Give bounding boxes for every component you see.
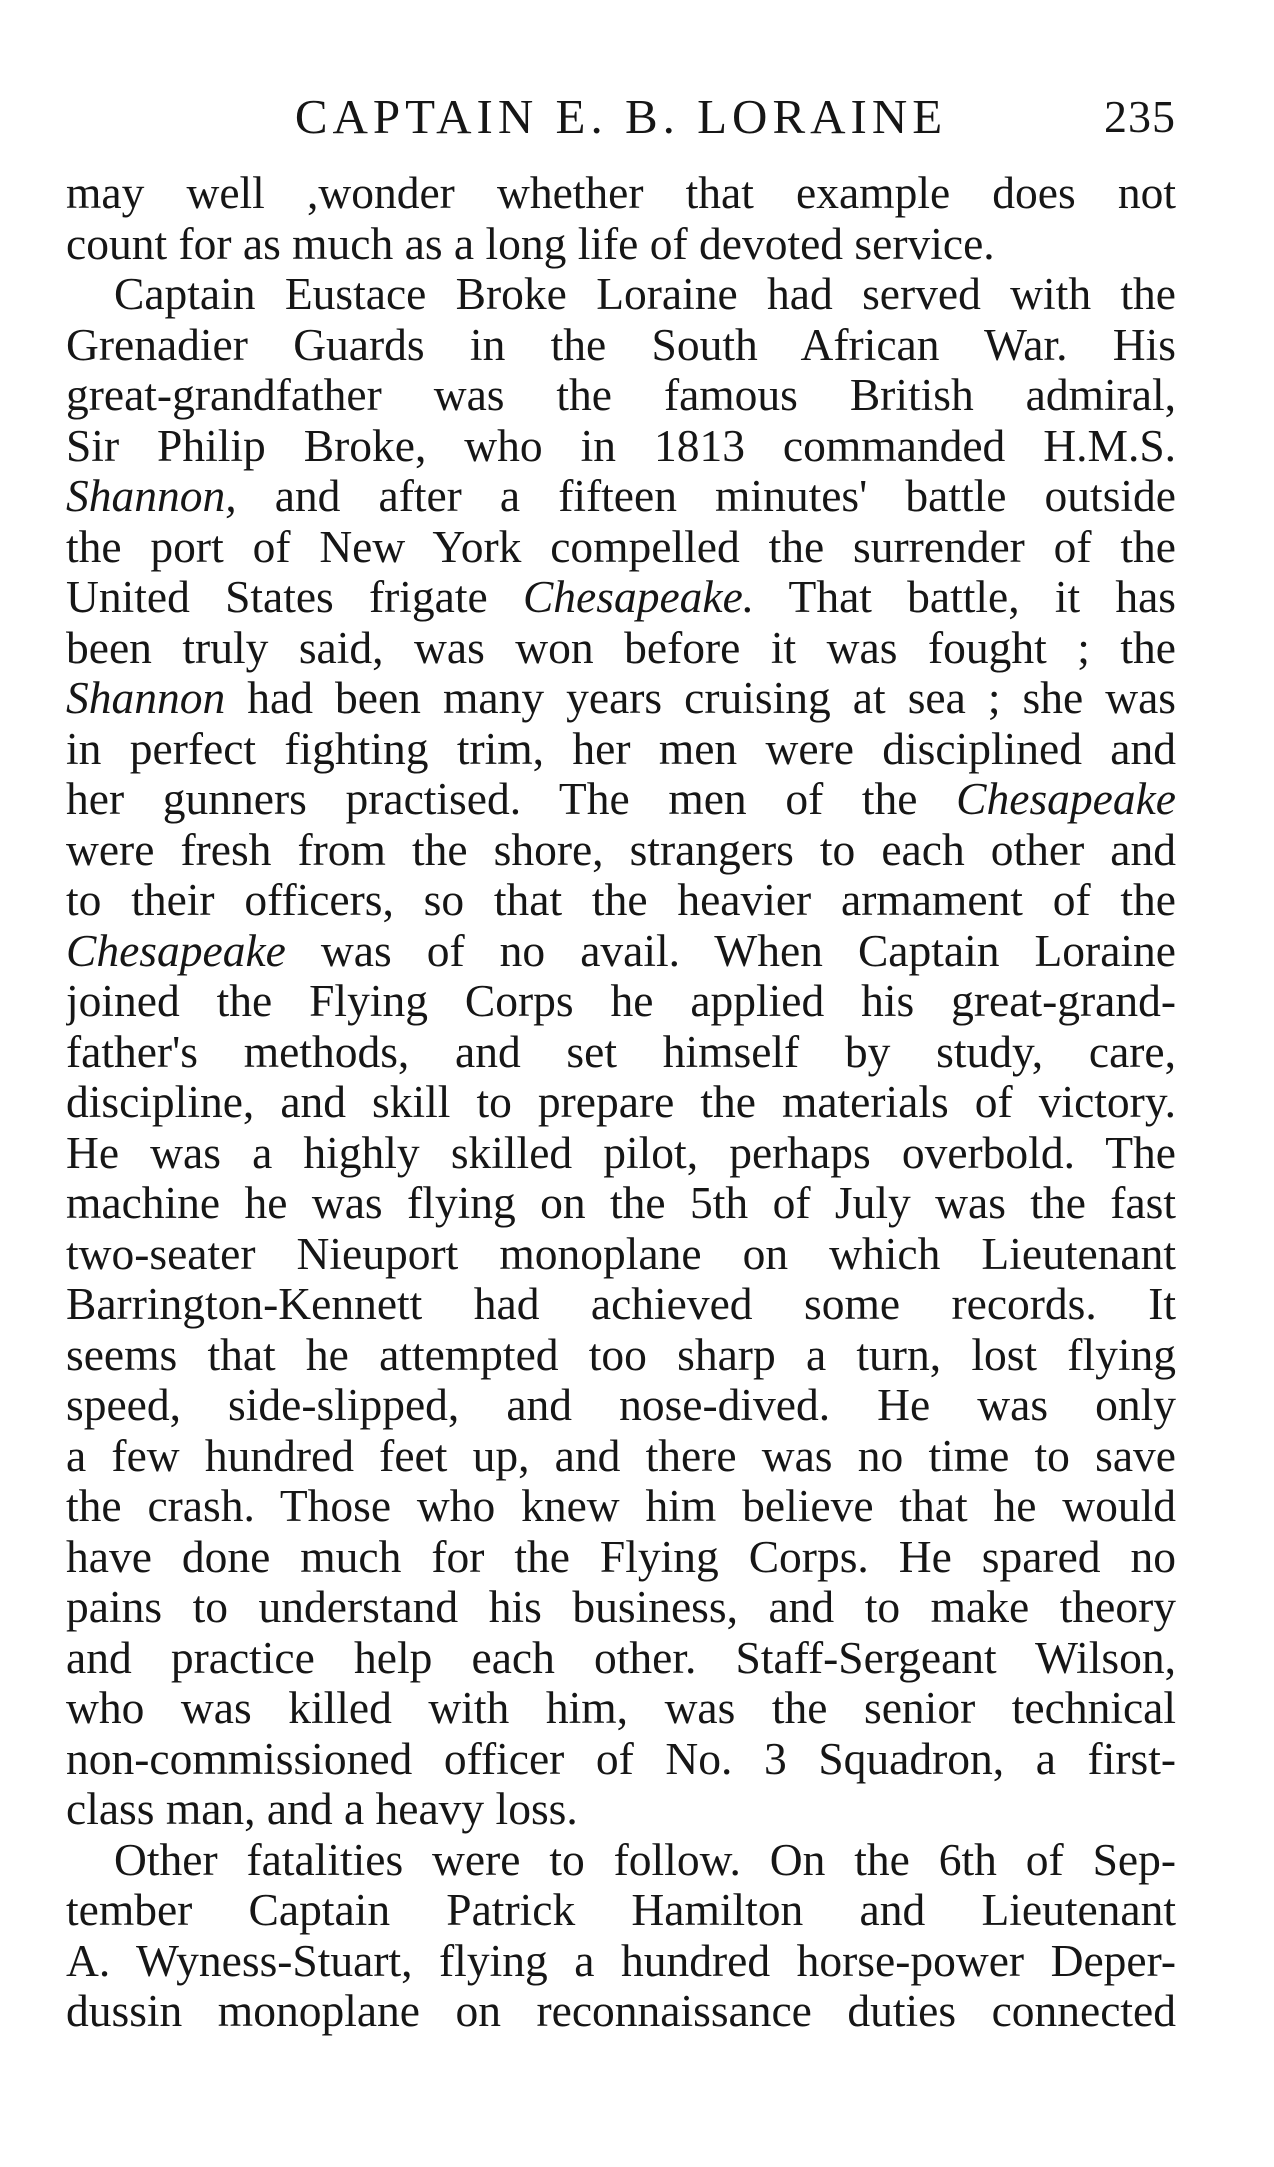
text-line: Sir Philip Broke, who in 1813 commanded H.M.S. xyxy=(66,420,1176,471)
text-line: the port of New York compelled the surrender of the xyxy=(66,521,1176,572)
text-line: count for as much as a long life of devoted service. xyxy=(66,218,995,269)
text-line: father's methods, and set himself by study, care, xyxy=(66,1026,1176,1077)
ship-name: Shannon, xyxy=(66,471,237,521)
text-line: Barrington-Kennett had achieved some records. It xyxy=(66,1279,1176,1329)
text-line: machine he was flying on the 5th of July was the fast xyxy=(66,1178,1176,1228)
text-line: speed, side-slipped, and nose-dived. He was only xyxy=(66,1380,1176,1430)
text-line: her gunners practised. The men of the Chesapeake xyxy=(66,774,1176,824)
text-line: great-grandfather was the famous British admiral, xyxy=(66,370,1176,420)
text-line: Shannon, and after a fifteen minutes' battle outside xyxy=(66,471,1176,521)
text-line: joined the Flying Corps he applied his great-grand- xyxy=(66,976,1176,1026)
text-line: and practice help each other. Staff-Sergeant Wilson, xyxy=(66,1632,1176,1683)
paragraph-first-line: Captain Eustace Broke Loraine had served with the xyxy=(114,269,1176,319)
text-line: have done much for the Flying Corps. He spared no xyxy=(66,1531,1176,1582)
ship-name: Chesapeake xyxy=(66,925,286,976)
text-line: who was killed with him, was the senior technical xyxy=(66,1683,1176,1733)
page-number: 235 xyxy=(1104,91,1176,142)
text-line: Chesapeake was of no avail. When Captain Loraine xyxy=(66,925,1176,976)
text-line: to their officers, so that the heavier armament of the xyxy=(66,875,1176,925)
running-head xyxy=(66,82,1176,152)
ship-name: Chesapeake xyxy=(956,774,1176,824)
text-line: non-commissioned officer of No. 3 Squadron, a first- xyxy=(66,1733,1176,1784)
text-line: in perfect fighting trim, her men were disciplined and xyxy=(66,723,1176,774)
text-line: discipline, and skill to prepare the materials of victory. xyxy=(66,1077,1176,1127)
text-line: two-seater Nieuport monoplane on which Lieutenant xyxy=(66,1228,1176,1279)
text-line: seems that he attempted too sharp a turn, lost flying xyxy=(66,1329,1176,1380)
text-line: Shannon had been many years cruising at sea ; she was xyxy=(66,673,1176,723)
text-line: a few hundred feet up, and there was no time to save xyxy=(66,1430,1176,1481)
ship-name: Shannon xyxy=(66,673,226,723)
text-line: may well ,wonder whether that example does not xyxy=(66,168,1176,218)
ship-name: Chesapeake. xyxy=(522,572,755,622)
text-line: pains to understand his business, and to make theory xyxy=(66,1582,1176,1632)
text-line: class man, and a heavy loss. xyxy=(66,1784,578,1834)
text-line: Grenadier Guards in the South African War. His xyxy=(66,319,1176,370)
text-line: been truly said, was won before it was fought ; the xyxy=(66,622,1176,673)
paragraph-first-line: Other fatalities were to follow. On the 6th of Sep- xyxy=(114,1834,1176,1885)
text-line: United States frigate Chesapeake. That battle, it has xyxy=(66,572,1176,622)
running-title: CAPTAIN E. B. LORAINE xyxy=(294,89,948,144)
body-text xyxy=(66,168,1176,2037)
text-line: He was a highly skilled pilot, perhaps overbold. The xyxy=(66,1127,1176,1178)
text-line: tember Captain Patrick Hamilton and Lieutenant xyxy=(66,1885,1176,1935)
text-line: dussin monoplane on reconnaissance duties connected xyxy=(66,1986,1176,2036)
text-line: were fresh from the shore, strangers to each other and xyxy=(66,824,1176,875)
text-line: the crash. Those who knew him believe that he would xyxy=(66,1481,1176,1531)
text-line: A. Wyness-Stuart, flying a hundred horse-power Deper- xyxy=(66,1935,1176,1986)
